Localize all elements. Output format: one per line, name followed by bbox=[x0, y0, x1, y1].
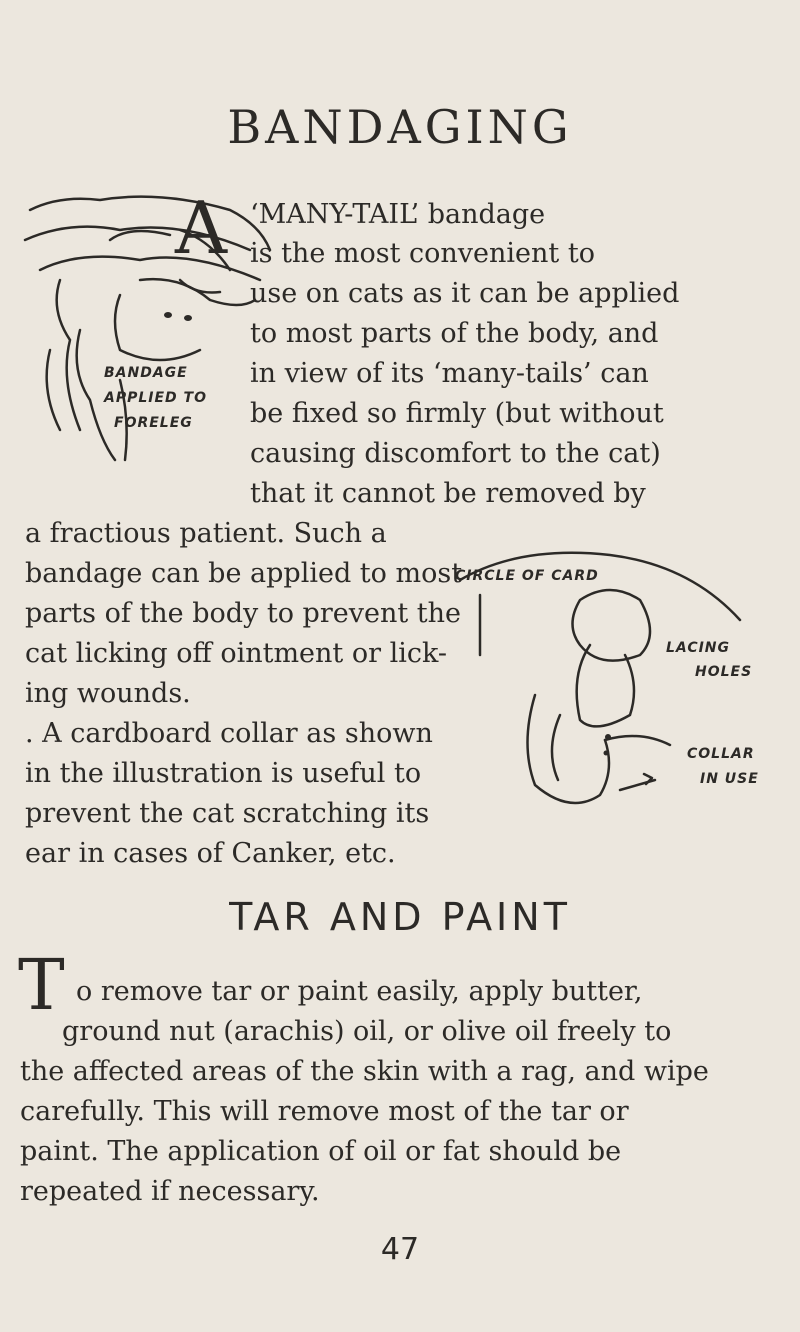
section1-dropcap: A bbox=[175, 186, 227, 270]
text-line: carefully. This will remove most of the tar or bbox=[20, 1096, 629, 1127]
text-line: is the most convenient to bbox=[250, 238, 595, 269]
text-line: use on cats as it can be applied bbox=[250, 278, 680, 309]
cardboard-collar-illustration bbox=[440, 545, 780, 845]
text-line: ground nut (arachis) oil, or olive oil freely to bbox=[62, 1016, 672, 1047]
figure1-label-foreleg: FORELEG bbox=[114, 415, 193, 431]
figure2-label-collar: COLLAR bbox=[687, 746, 755, 762]
text-line: that it cannot be removed by bbox=[250, 478, 646, 509]
text-line: in view of its ‘many-tails’ can bbox=[250, 358, 649, 389]
section2-heading: TAR AND PAINT bbox=[229, 895, 571, 939]
figure2-label-circle: CIRCLE OF CARD bbox=[455, 568, 599, 584]
text-line: the affected areas of the skin with a rag, and wipe bbox=[20, 1056, 709, 1087]
text-line: repeated if necessary. bbox=[20, 1176, 320, 1207]
text-line: in the illustration is useful to bbox=[25, 758, 422, 789]
figure2-label-lacing: LACING bbox=[666, 640, 731, 656]
text-line: prevent the cat scratching its bbox=[25, 798, 430, 829]
text-line: a fractious patient. Such a bbox=[25, 518, 387, 549]
text-line: ‘MANY-TAIL’ bandage bbox=[250, 199, 546, 230]
figure2-label-in-use: IN USE bbox=[700, 771, 759, 787]
text-line: parts of the body to prevent the bbox=[25, 598, 461, 629]
text-line: ear in cases of Canker, etc. bbox=[25, 838, 396, 869]
figure1-label-bandage: BANDAGE bbox=[104, 365, 188, 381]
text-line: to most parts of the body, and bbox=[250, 318, 659, 349]
text-line: paint. The application of oil or fat should be bbox=[20, 1136, 622, 1167]
text-line: be fixed so firmly (but without bbox=[250, 398, 664, 429]
page-number: 47 bbox=[380, 1232, 420, 1267]
text-line: bandage can be applied to most bbox=[25, 558, 463, 589]
page-title: BANDAGING bbox=[227, 100, 573, 154]
text-line: o remove tar or paint easily, apply butter, bbox=[76, 976, 643, 1007]
figure1-label-applied: APPLIED TO bbox=[104, 390, 207, 406]
figure2-label-holes: HOLES bbox=[695, 664, 753, 680]
section2-dropcap: T bbox=[18, 944, 65, 1026]
text-line: . A cardboard collar as shown bbox=[25, 718, 433, 749]
text-line: causing discomfort to the cat) bbox=[250, 438, 661, 469]
text-line: cat licking off ointment or lick- bbox=[25, 638, 447, 669]
text-line: ing wounds. bbox=[25, 678, 191, 709]
